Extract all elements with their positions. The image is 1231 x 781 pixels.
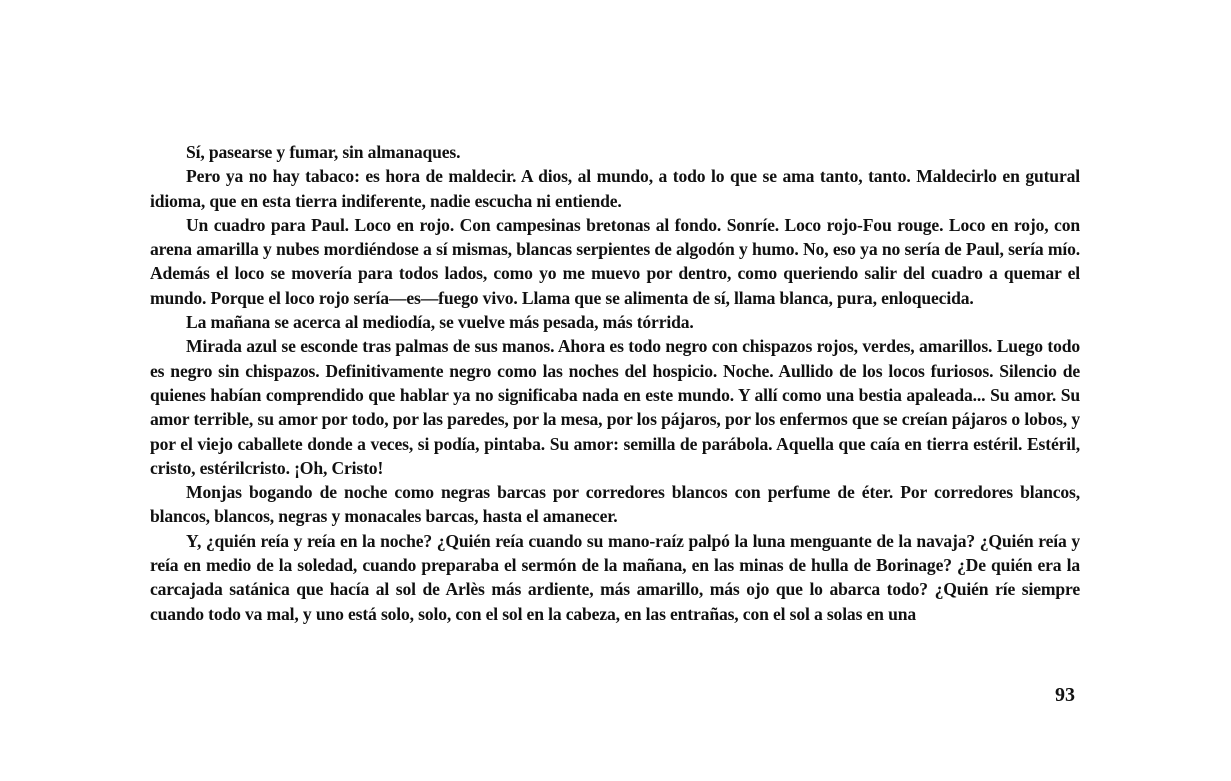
paragraph: Sí, pasearse y fumar, sin almanaques. <box>186 142 461 162</box>
paragraph: Monjas bogando de noche como negras barcas por corredores blancos con perfume de éter. Por corredores blancos, blancos, blancos, negras y monacales barcas, hasta el amanecer. <box>150 482 1080 527</box>
body-text <box>150 140 1080 626</box>
page-number: 93 <box>1055 684 1075 706</box>
paragraph: Pero ya no hay tabaco: es hora de maldecir. A dios, al mundo, a todo lo que se ama tanto, tanto. Maldecirlo en gutural idioma, que en esta tierra indiferente, nadie escucha ni entiende. <box>150 166 1080 211</box>
paragraph: Mirada azul se esconde tras palmas de sus manos. Ahora es todo negro con chispazos rojos, verdes, amarillos. Luego todo es negro sin chispazos. Definitivamente negro como las noches del hospicio. Noche. Aullido de los locos furiosos. Silencio de quienes habían comprendido que hablar ya no significaba nada en este mundo. Y allí como una bestia apaleada... Su amor. Su amor terrible, su amor por todo, por las paredes, por la mesa, por los pájaros, por los enfermos que se creían pájaros o lobos, y por el viejo caballete donde a veces, si podía, pintaba. Su amor: semilla de parábola. Aquella que caía en tierra estéril. Estéril, cristo, estérilcristo. ¡Oh, Cristo! <box>150 336 1080 478</box>
paragraph: Y, ¿quién reía y reía en la noche? ¿Quién reía cuando su mano-raíz palpó la luna menguante de la navaja? ¿Quién reía y reía en medio de la soledad, cuando preparaba el sermón de la mañana, en las minas de hulla de Borinage? ¿De quién era la carcajada satánica que hacía al sol de Arlès más ardiente, más amarillo, más ojo que lo abarca todo? ¿Quién ríe siempre cuando todo va mal, y uno está solo, solo, con el sol en la cabeza, en las entrañas, con el sol a solas en una <box>150 530 1080 624</box>
paragraph: La mañana se acerca al mediodía, se vuelve más pesada, más tórrida. <box>186 312 694 333</box>
paragraph: Un cuadro para Paul. Loco en rojo. Con campesinas bretonas al fondo. Sonríe. Loco rojo-Fou rouge. Loco en rojo, con arena amarilla y nubes mordiéndose a sí mismas, blancas serpientes de algodón y humo. No, eso ya no sería de Paul, sería mío. Además el loco se movería para todos lados, como yo me muevo por dentro, como queriendo salir del cuadro a quemar el mundo. Porque el loco rojo sería—es—fuego vivo. Llama que se alimenta de sí, llama blanca, pura, enloquecida. <box>150 214 1080 308</box>
